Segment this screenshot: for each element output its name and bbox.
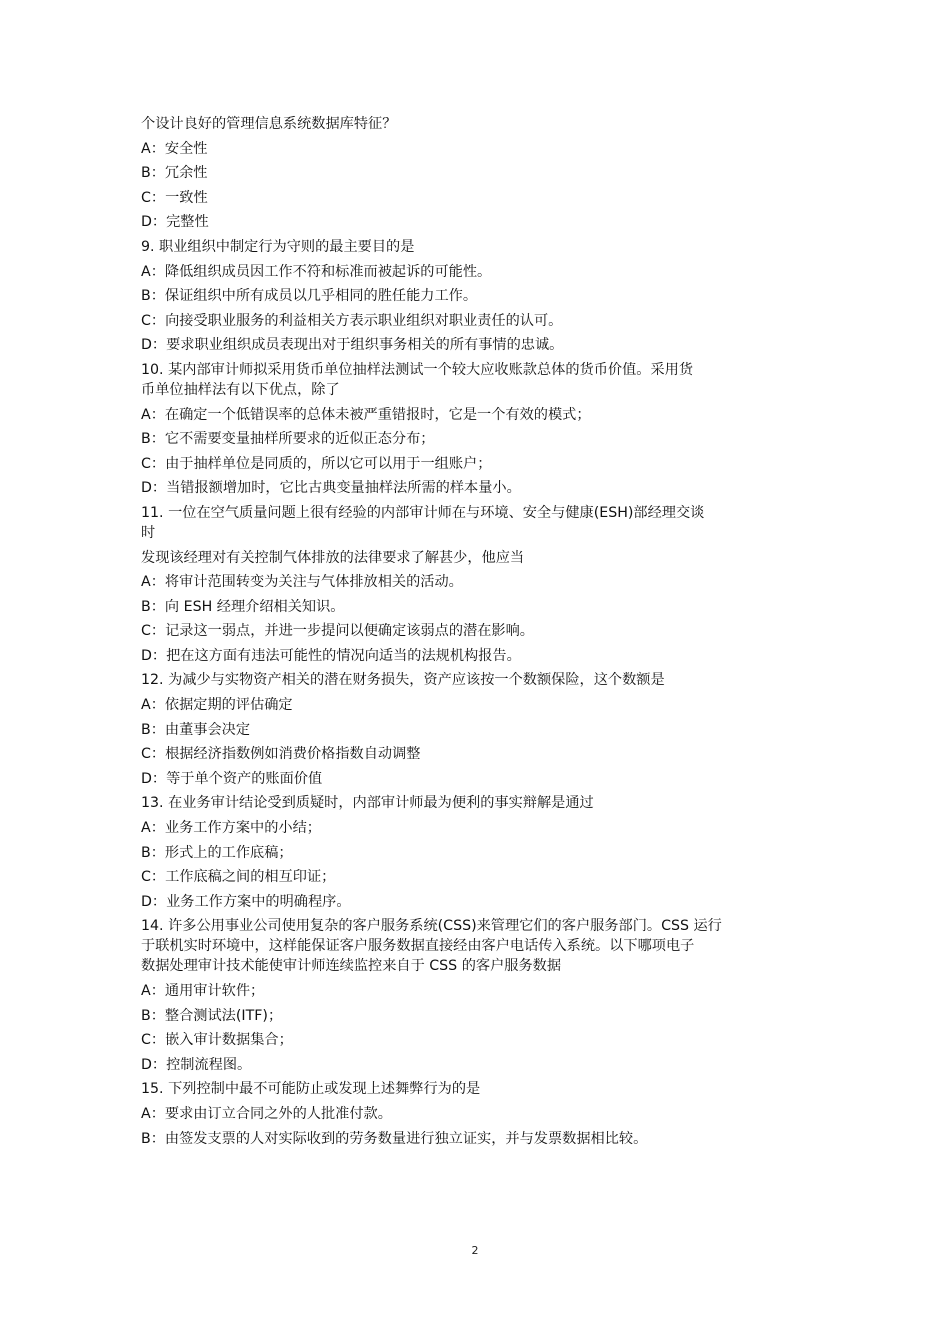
- question-line: 14. 许多公用事业公司使用复杂的客户服务系统(CSS)来管理它们的客户服务部门。CSS 运行: [141, 918, 722, 935]
- page-number: 2: [471, 1244, 479, 1257]
- option-line: A：安全性: [141, 140, 208, 157]
- question-line: 时: [141, 524, 156, 541]
- option-line: B：由董事会决定: [141, 721, 251, 738]
- option-line: C：由于抽样单位是同质的，所以它可以用于一组账户；: [141, 455, 492, 472]
- option-line: A：依据定期的评估确定: [141, 697, 293, 714]
- option-line: B：整合测试法(ITF)；: [141, 1007, 283, 1024]
- text-line: 个设计良好的管理信息系统数据库特征？: [141, 116, 397, 132]
- document-body: [141, 114, 821, 1153]
- question-line: 13. 在业务审计结论受到质疑时，内部审计师最为便利的事实辩解是通过: [141, 795, 594, 812]
- question-line: 发现该经理对有关控制气体排放的法律要求了解甚少，他应当: [141, 549, 525, 566]
- question-line: 于联机实时环境中，这样能保证客户服务数据直接经由客户电话传入系统。以下哪项电子: [141, 938, 695, 955]
- question-line: 15. 下列控制中最不可能防止或发现上述舞弊行为的是: [141, 1081, 481, 1098]
- option-line: D：完整性: [141, 214, 209, 231]
- option-line: B：保证组织中所有成员以几乎相同的胜任能力工作。: [141, 288, 478, 305]
- option-line: A：业务工作方案中的小结；: [141, 820, 321, 837]
- question-line: 9. 职业组织中制定行为守则的最主要目的是: [141, 238, 415, 255]
- option-line: C：向接受职业服务的利益相关方表示职业组织对职业责任的认可。: [141, 312, 563, 329]
- question-line: 12. 为减少与实物资产相关的潜在财务损失，资产应该按一个数额保险，这个数额是: [141, 672, 665, 689]
- option-line: A：通用审计软件；: [141, 983, 265, 999]
- option-line: D：业务工作方案中的明确程序。: [141, 893, 351, 910]
- option-line: B：它不需要变量抽样所要求的近似正态分布；: [141, 431, 435, 448]
- option-line: D：等于单个资产的账面价值: [141, 770, 323, 787]
- option-line: C：记录这一弱点，并进一步提问以便确定该弱点的潜在影响。: [141, 623, 534, 640]
- option-line: B：冗余性: [141, 165, 208, 182]
- option-line: D：要求职业组织成员表现出对于组织事务相关的所有事情的忠诚。: [141, 337, 564, 354]
- option-line: D：当错报额增加时，它比古典变量抽样法所需的样本量小。: [141, 480, 521, 497]
- option-line: A：要求由订立合同之外的人批准付款。: [141, 1105, 392, 1122]
- option-line: A：在确定一个低错误率的总体未被严重错报时，它是一个有效的模式；: [141, 406, 591, 423]
- option-line: A：降低组织成员因工作不符和标准而被起诉的可能性。: [141, 263, 492, 280]
- question-line: 币单位抽样法有以下优点，除了: [141, 381, 340, 398]
- option-line: B：形式上的工作底稿；: [141, 844, 293, 861]
- question-line: 10. 某内部审计师拟采用货币单位抽样法测试一个较大应收账款总体的货币价值。采用货: [141, 361, 694, 378]
- question-line: 11. 一位在空气质量问题上很有经验的内部审计师在与环境、安全与健康(ESH)部经理交谈: [141, 504, 705, 521]
- option-line: C：一致性: [141, 189, 208, 206]
- option-line: A：将审计范围转变为关注与气体排放相关的活动。: [141, 574, 463, 591]
- option-line: B：由签发支票的人对实际收到的劳务数量进行独立证实，并与发票数据相比较。: [141, 1130, 648, 1147]
- option-line: C：工作底稿之间的相互印证；: [141, 869, 336, 886]
- option-line: B：向 ESH 经理介绍相关知识。: [141, 598, 345, 615]
- option-line: C：根据经济指数例如消费价格指数自动调整: [141, 746, 421, 763]
- option-line: D：把在这方面有违法可能性的情况向适当的法规机构报告。: [141, 647, 521, 664]
- question-line: 数据处理审计技术能使审计师连续监控来自于 CSS 的客户服务数据: [141, 958, 562, 975]
- option-line: D：控制流程图。: [141, 1056, 252, 1073]
- option-line: C：嵌入审计数据集合；: [141, 1032, 293, 1049]
